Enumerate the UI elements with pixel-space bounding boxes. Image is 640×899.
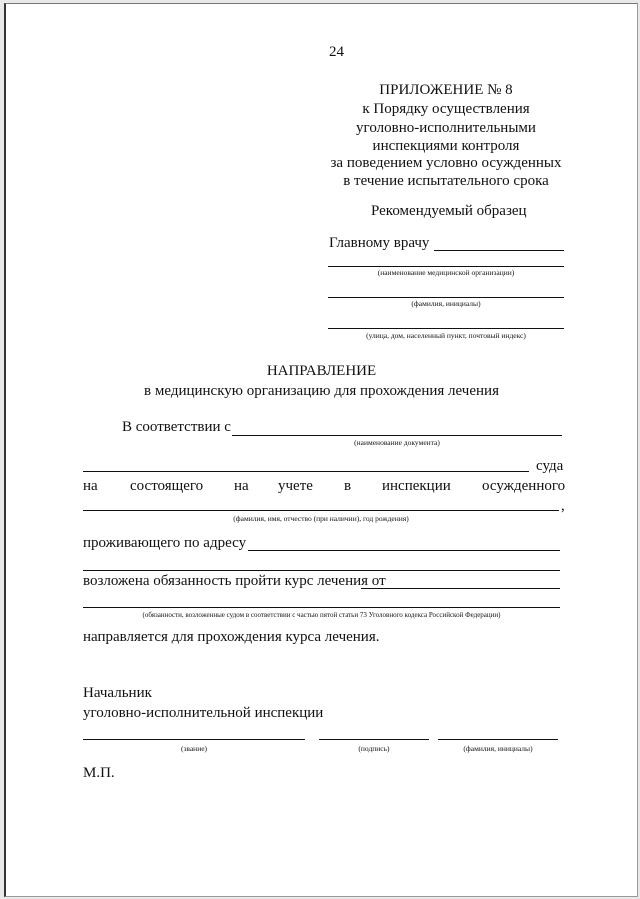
word-uchete: учете <box>278 478 313 494</box>
sent-text: направляется для прохождения курса лечения. <box>83 629 380 645</box>
obligation-label: возложена обязанность пройти курс лечения от <box>83 573 386 589</box>
appendix-line-5: в течение испытательного срока <box>343 173 549 189</box>
document-page <box>4 3 638 897</box>
name-line[interactable] <box>328 297 564 298</box>
caption-sign: (подпись) <box>358 744 390 753</box>
comma: , <box>561 498 565 514</box>
residing-line-2[interactable] <box>83 570 560 571</box>
appendix-line-2: уголовно-исполнительными <box>356 120 536 136</box>
stamp-placeholder: М.П. <box>83 765 115 781</box>
obligation-line-2[interactable] <box>83 607 560 608</box>
head-title-1: Начальник <box>83 685 152 701</box>
document-subtitle: в медицинскую организацию для прохождения лечения <box>144 383 499 399</box>
word-inspektsii: инспекции <box>382 478 451 494</box>
according-to-label: В соответствии с <box>122 419 231 435</box>
appendix-line-3: инспекциями контроля <box>372 138 520 154</box>
appendix-line-1: к Порядку осуществления <box>362 101 530 117</box>
document-title: НАПРАВЛЕНИЕ <box>266 363 377 379</box>
obligation-line[interactable] <box>361 588 560 589</box>
appendix-line-4: за поведением условно осужденных <box>330 155 562 171</box>
word-sostoyashchego: состоящего <box>130 478 204 494</box>
org-line[interactable] <box>328 266 564 267</box>
caption-rank: (звание) <box>180 744 208 753</box>
caption-address: (улица, дом, населенный пункт, почтовый индекс) <box>366 331 526 340</box>
document-name-line[interactable] <box>232 435 562 436</box>
word-na-1: на <box>83 478 98 494</box>
caption-signer-name: (фамилия, инициалы) <box>463 744 533 753</box>
court-word: суда <box>536 458 564 474</box>
appendix-title: ПРИЛОЖЕНИЕ № 8 <box>379 82 513 98</box>
residing-label: проживающего по адресу <box>83 535 247 551</box>
residing-line[interactable] <box>248 550 560 551</box>
caption-document: (наименование документа) <box>354 438 440 447</box>
page-number: 24 <box>329 44 344 60</box>
court-line[interactable] <box>83 471 529 472</box>
sign-line[interactable] <box>319 739 429 740</box>
word-na-2: на <box>234 478 249 494</box>
word-osuzhdennogo: осужденного <box>482 478 566 494</box>
caption-name: (фамилия, инициалы) <box>411 299 481 308</box>
caption-org: (наименование медицинской организации) <box>377 268 515 277</box>
address-line[interactable] <box>328 328 564 329</box>
caption-obligation: (обязанности, возложенные судом в соответствии с частью пятой статьи 73 Уголовного кодекса Российской Федерации) <box>142 611 501 619</box>
rank-line[interactable] <box>83 739 305 740</box>
word-v: в <box>344 478 352 494</box>
addressee-line[interactable] <box>434 250 564 251</box>
addressee-label: Главному врачу <box>329 235 430 251</box>
signer-name-line[interactable] <box>438 739 558 740</box>
person-line[interactable] <box>83 510 559 511</box>
recommended-sample: Рекомендуемый образец <box>371 203 527 219</box>
head-title-2: уголовно-исполнительной инспекции <box>83 705 324 721</box>
caption-person: (фамилия, имя, отчество (при наличии), год рождения) <box>233 514 409 523</box>
